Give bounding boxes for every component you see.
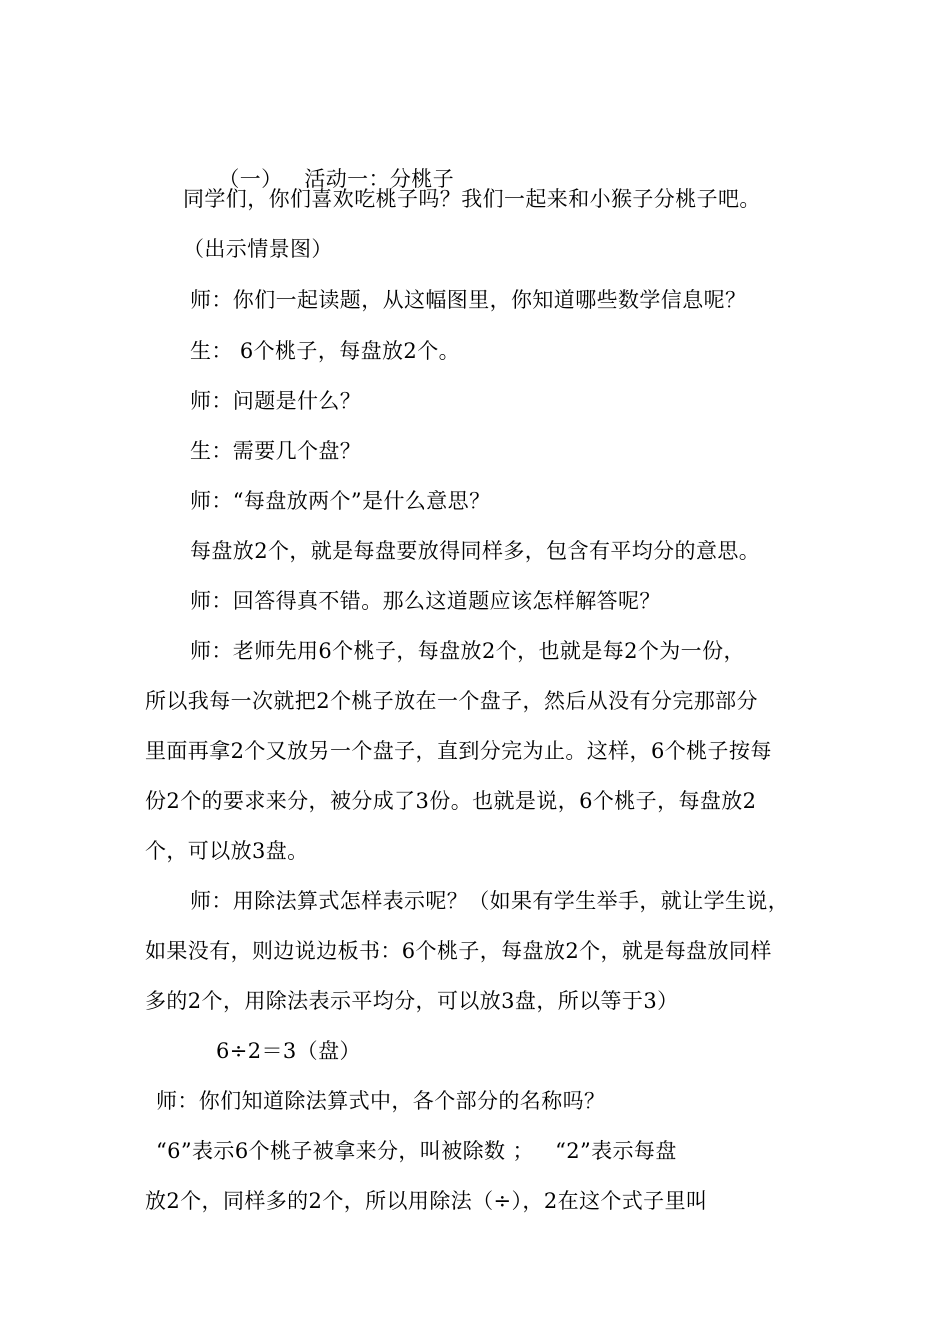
dialogue-teacher-1: 师：你们一起读题，从这幅图里，你知道哪些数学信息呢？ — [190, 288, 747, 312]
paragraph-show-image: （出示情景图） — [183, 237, 333, 261]
section-title: 活动一：分桃子 — [304, 167, 455, 191]
section-number: （一） — [218, 167, 283, 191]
dialogue-teacher-4: 师：回答得真不错。那么这道题应该怎样解答呢？ — [190, 589, 661, 613]
paragraph-terms-line-2: 放2个，同样多的2个，所以用除法（÷），2在这个式子里叫 — [145, 1189, 708, 1213]
paragraph-teacher-demo-line-5: 个，可以放3盘。 — [145, 839, 309, 863]
paragraph-teacher-demo-line-3: 里面再拿2个又放另一个盘子，直到分完为止。这样，6个桃子按每 — [145, 739, 772, 763]
equation: 6÷2＝3（盘） — [216, 1039, 361, 1063]
paragraph-intro: 同学们，你们喜欢吃桃子吗？我们一起来和小猴子分桃子吧。 — [183, 187, 761, 211]
paragraph-teacher-demo-line-1: 师：老师先用6个桃子，每盘放2个，也就是每2个为一份， — [190, 639, 745, 663]
paragraph-teacher-demo-line-4: 份2个的要求来分，被分成了3份。也就是说，6个桃子，每盘放2 — [145, 789, 757, 813]
dialogue-teacher-2: 师：问题是什么？ — [190, 389, 362, 413]
dialogue-teacher-5: 师：你们知道除法算式中，各个部分的名称吗？ — [156, 1089, 606, 1113]
dialogue-student-2: 生：需要几个盘？ — [190, 439, 362, 463]
dialogue-student-1: 生： 6个桃子，每盘放2个。 — [190, 339, 460, 363]
paragraph-teacher-demo-line-2: 所以我每一次就把2个桃子放在一个盘子，然后从没有分完那部分 — [145, 689, 758, 713]
paragraph-terms-line-1: “6”表示6个桃子被拿来分，叫被除数 ； “2”表示每盘 — [156, 1139, 677, 1163]
paragraph-division-line-1: 师：用除法算式怎样表示呢？（如果有学生举手，就让学生说， — [190, 889, 790, 913]
paragraph-division-line-3: 多的2个，用除法表示平均分，可以放3盘，所以等于3） — [145, 989, 679, 1013]
paragraph-division-line-2: 如果没有，则边说边板书：6个桃子，每盘放2个，就是每盘放同样 — [145, 939, 772, 963]
dialogue-teacher-3: 师：“每盘放两个”是什么意思？ — [190, 489, 491, 513]
paragraph-explanation: 每盘放2个，就是每盘要放得同样多，包含有平均分的意思。 — [190, 539, 761, 563]
